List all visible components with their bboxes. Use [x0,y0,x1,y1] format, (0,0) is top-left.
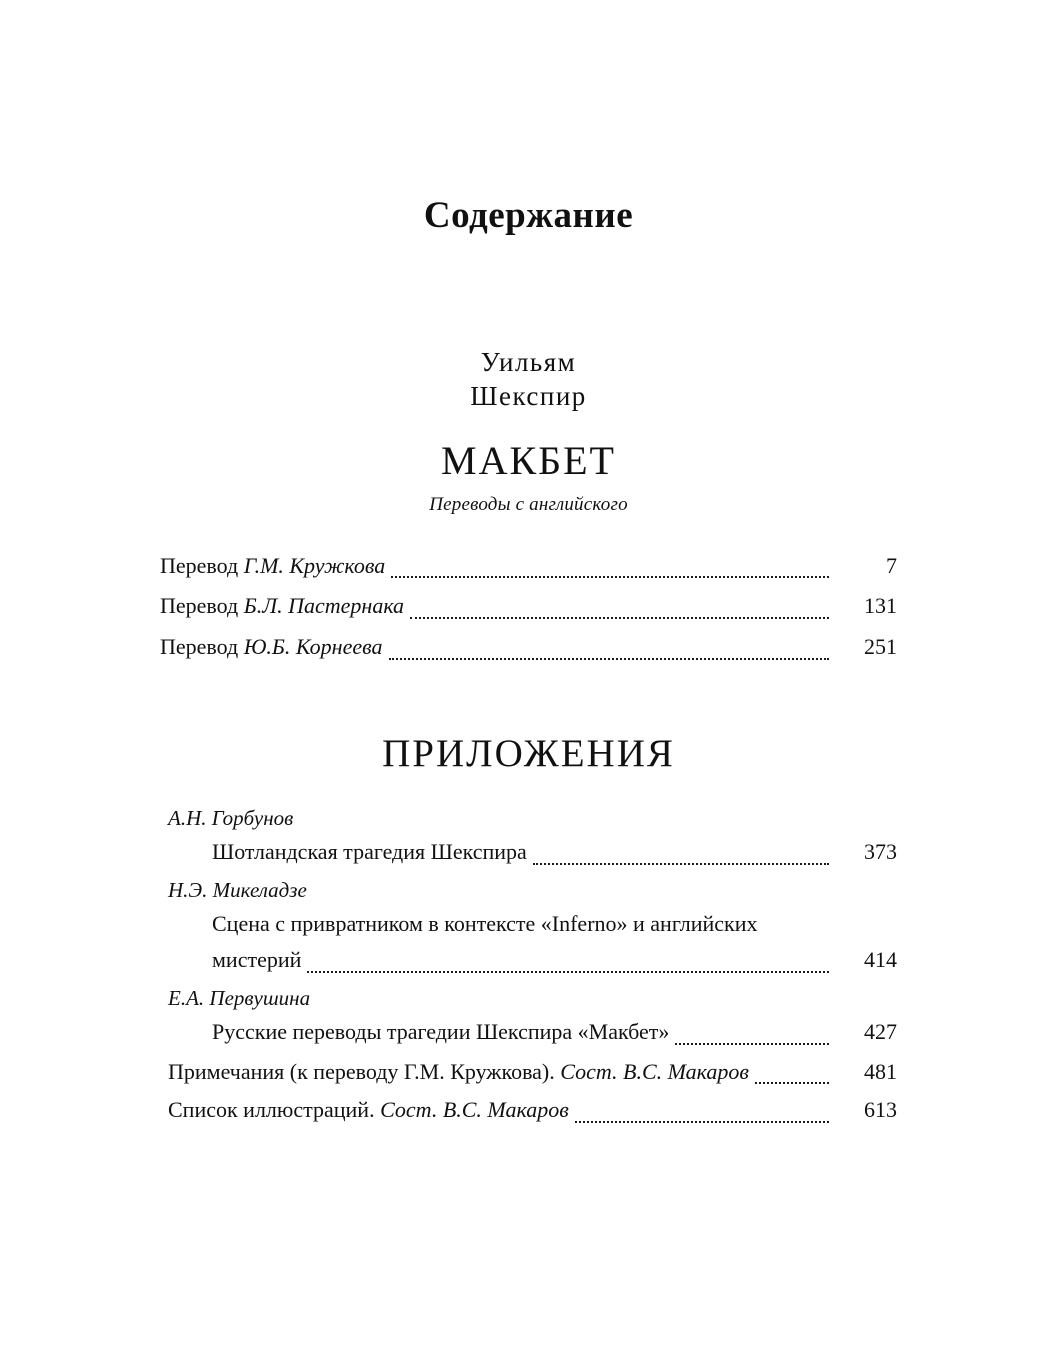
article-title: Русские переводы трагедии Шекспира «Макбет» [212,1019,670,1045]
toc-entry-label: Перевод Б.Л. Пастернака [160,593,405,619]
leader-dots [575,1121,829,1123]
toc-entry[interactable] [160,588,897,624]
appendix-note-entry[interactable] [168,1054,897,1090]
leader-dots [389,658,829,660]
article-title-line-1: Сцена с привратником в контексте «Inferno» и английских [212,911,758,937]
toc-page-number: 427 [864,1019,897,1045]
appendix-article [160,802,897,870]
appendix-note-entry[interactable] [168,1092,897,1128]
article-author: Н.Э. Микеладзе [168,877,307,902]
article-entry[interactable] [212,1014,897,1050]
toc-entry-label: Перевод Г.М. Кружкова [160,552,386,578]
work-subtitle: Переводы с английского [429,493,628,515]
article-title-line-2: мистерий [212,947,302,972]
note-label: Список иллюстраций. Сост. В.С. Макаров [168,1097,569,1123]
article-author: А.Н. Горбунов [168,805,294,830]
toc-entry[interactable] [160,629,897,665]
translations-list [160,548,897,665]
article-author: Е.А. Первушина [168,985,311,1010]
translator-name: Г.М. Кружкова [243,552,386,578]
leader-dots [307,971,829,973]
toc-page-number: 131 [864,593,897,619]
leader-dots [391,576,829,578]
translator-name: Ю.Б. Корнеева [243,634,383,660]
toc-page-number: 481 [864,1058,897,1084]
note-compiler: Сост. В.С. Макаров [380,1097,569,1123]
work-title: МАКБЕТ [441,437,616,483]
toc-page-number: 414 [864,947,897,972]
toc-page-number: 7 [886,552,897,578]
leader-dots [755,1082,829,1084]
leader-dots [410,617,829,619]
author-last-name: Шекспир [470,381,587,412]
toc-page-number: 373 [864,839,897,865]
author-first-name: Уильям [480,346,577,377]
note-label: Примечания (к переводу Г.М. Кружкова). Сост. В.С. Макаров [168,1058,749,1084]
page-title: Содержание [423,195,634,236]
toc-entry-label: Перевод Ю.Б. Корнеева [160,634,383,660]
appendix-article [160,874,897,978]
article-entry[interactable] [212,834,897,870]
appendix-article [160,982,897,1050]
article-title: Шотландская трагедия Шекспира [212,839,527,865]
article-entry[interactable] [212,906,897,977]
leader-dots [533,863,829,865]
author-block [160,345,897,414]
appendix-heading: ПРИЛОЖЕНИЯ [382,731,675,775]
toc-page-number: 251 [864,634,897,660]
toc-entry[interactable] [160,548,897,584]
translator-name: Б.Л. Пастернака [243,593,405,619]
leader-dots [675,1043,829,1045]
toc-page-number: 613 [864,1097,897,1123]
note-compiler: Сост. В.С. Макаров [560,1058,749,1084]
